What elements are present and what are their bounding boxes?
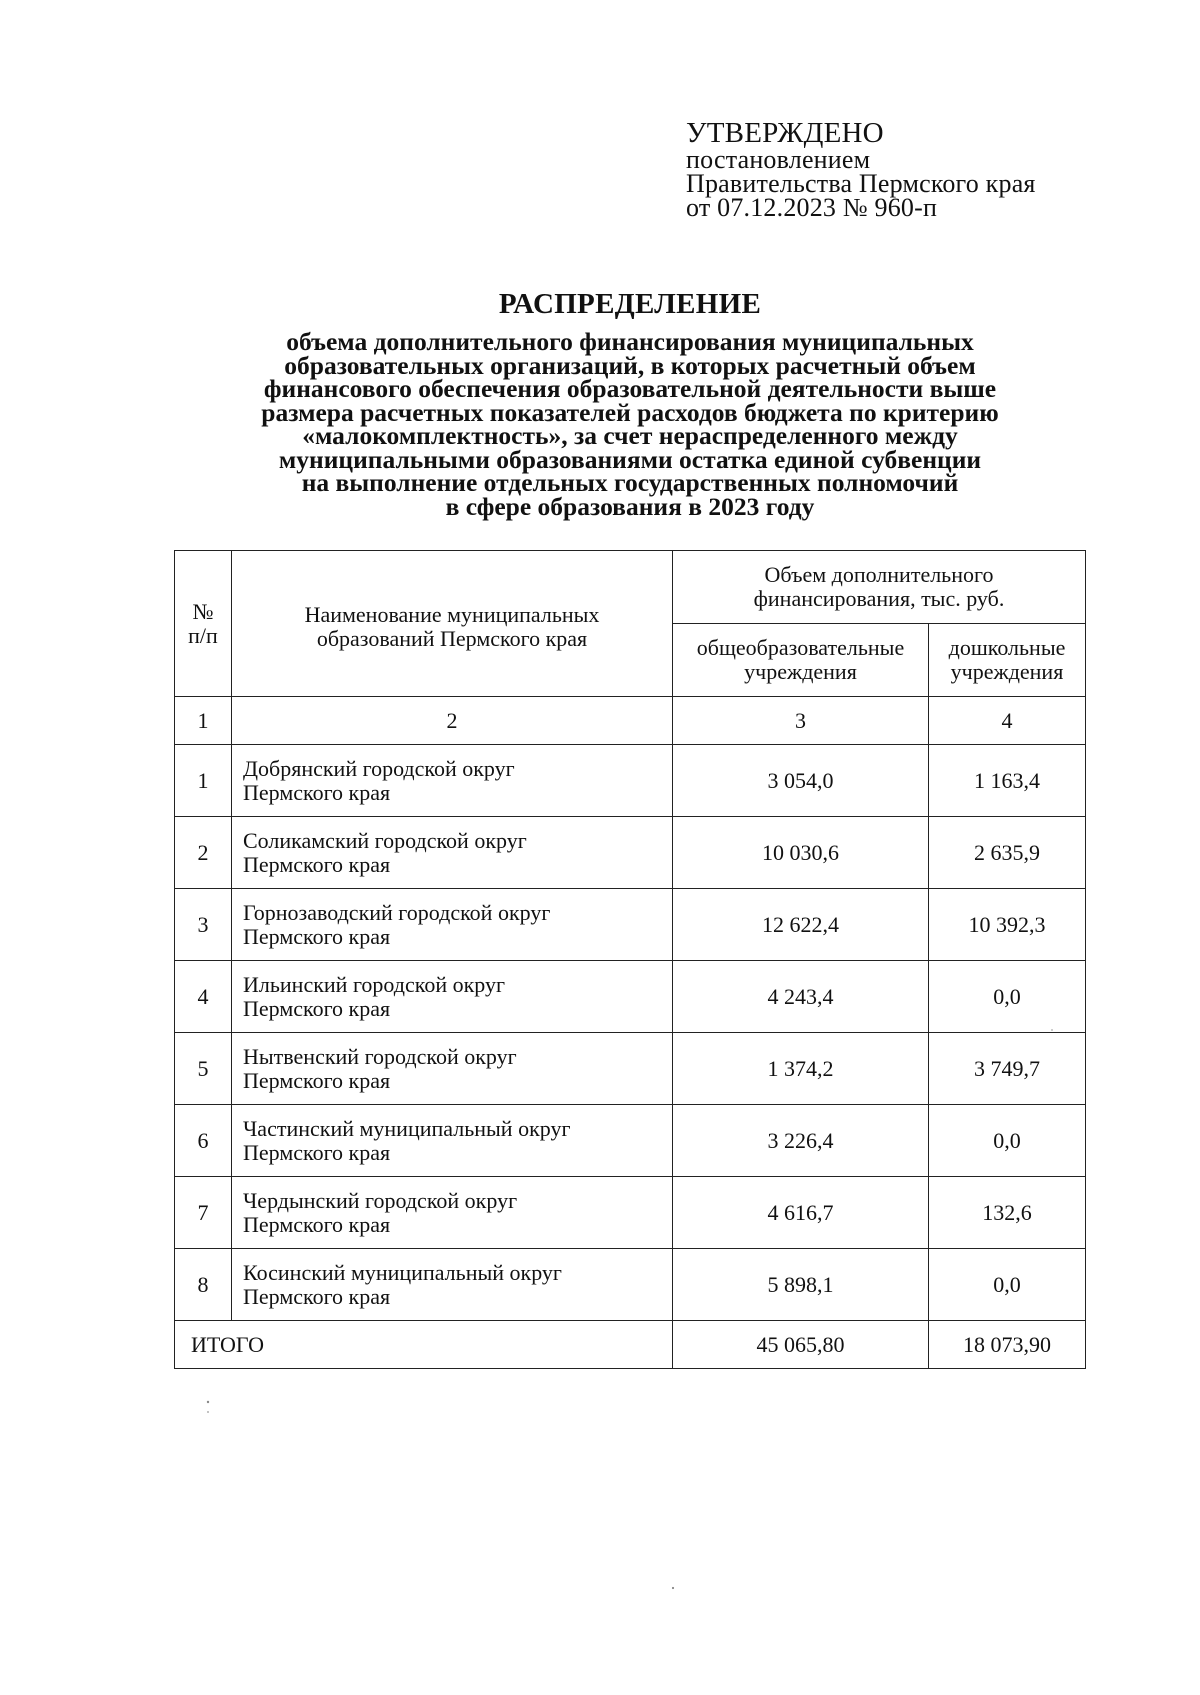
- document-subtitle: [150, 327, 1110, 521]
- subtitle-line: на выполнение отдельных государственных полномочий: [301, 468, 959, 497]
- approval-stamp: [686, 118, 1036, 220]
- general-schools-value: 1 374,2: [673, 1033, 929, 1105]
- row-number: 1: [175, 745, 232, 817]
- table-row: [175, 1033, 1086, 1105]
- municipality-name: Горнозаводский городской округ Пермского края: [232, 889, 673, 961]
- header-general-schools: общеобразовательные учреждения: [673, 624, 929, 697]
- general-schools-value: 4 616,7: [673, 1177, 929, 1249]
- preschools-value: 132,6: [929, 1177, 1086, 1249]
- table-row: [175, 817, 1086, 889]
- preschools-value: 10 392,3: [929, 889, 1086, 961]
- approval-line: от 07.12.2023 № 960-п: [686, 193, 938, 222]
- subtitle-line: образовательных организаций, в которых расчетный объем: [284, 350, 976, 380]
- preschools-value: 3 749,7: [929, 1033, 1086, 1105]
- header-number: № п/п: [175, 551, 232, 697]
- row-number: 4: [175, 961, 232, 1033]
- distribution-table: [174, 550, 1086, 1369]
- total-row: [175, 1321, 1086, 1369]
- table-row: [175, 961, 1086, 1033]
- table-row: [175, 745, 1086, 817]
- column-index: 4: [929, 697, 1086, 745]
- total-label: ИТОГО: [175, 1321, 673, 1369]
- preschools-value: 2 635,9: [929, 817, 1086, 889]
- row-number: 8: [175, 1249, 232, 1321]
- subtitle-line: объема дополнительного финансирования муниципальных: [286, 327, 974, 356]
- subtitle-line: финансового обеспечения образовательной деятельности выше: [263, 374, 997, 403]
- table-row: [175, 1249, 1086, 1321]
- preschools-value: 1 163,4: [929, 745, 1086, 817]
- general-schools-value: 10 030,6: [673, 817, 929, 889]
- column-index: 3: [673, 697, 929, 745]
- municipality-name: Чердынский городской округ Пермского края: [232, 1177, 673, 1249]
- header-municipality: Наименование муниципальных образований Пермского края: [232, 551, 673, 697]
- approval-heading: УТВЕРЖДЕНО: [686, 117, 884, 149]
- column-index: 1: [175, 697, 232, 745]
- table-row: [175, 889, 1086, 961]
- general-schools-value: 12 622,4: [673, 889, 929, 961]
- preschools-value: 0,0: [929, 1105, 1086, 1177]
- municipality-name: Добрянский городской округ Пермского края: [232, 745, 673, 817]
- general-schools-value: 3 226,4: [673, 1105, 929, 1177]
- row-number: 5: [175, 1033, 232, 1105]
- header-preschools: дошкольные учреждения: [929, 624, 1086, 697]
- municipality-name: Соликамский городской округ Пермского края: [232, 817, 673, 889]
- municipality-name: Ильинский городской округ Пермского края: [232, 961, 673, 1033]
- subtitle-line: «малокомплектность», за счет нераспределенного между: [302, 421, 958, 450]
- subtitle-line: в сфере образования в 2023 году: [445, 491, 815, 521]
- row-number: 2: [175, 817, 232, 889]
- subtitle-line: муниципальными образованиями остатка единой субвенции: [278, 444, 982, 474]
- total-general-schools: 45 065,80: [673, 1321, 929, 1369]
- approval-line: Правительства Пермского края: [686, 169, 1036, 198]
- preschools-value: 0,0: [929, 1249, 1086, 1321]
- header-funding-volume: Объем дополнительного финансирования, тыс. руб.: [673, 551, 1086, 624]
- total-preschools: 18 073,90: [929, 1321, 1086, 1369]
- municipality-name: Нытвенский городской округ Пермского края: [232, 1033, 673, 1105]
- general-schools-value: 4 243,4: [673, 961, 929, 1033]
- general-schools-value: 5 898,1: [673, 1249, 929, 1321]
- general-schools-value: 3 054,0: [673, 745, 929, 817]
- column-index-row: [175, 697, 1086, 745]
- municipality-name: Косинский муниципальный округ Пермского края: [232, 1249, 673, 1321]
- document-title: РАСПРЕДЕЛЕНИЕ: [498, 288, 762, 320]
- row-number: 7: [175, 1177, 232, 1249]
- column-index: 2: [232, 697, 673, 745]
- approval-line: постановлением: [686, 145, 871, 174]
- row-number: 6: [175, 1105, 232, 1177]
- subtitle-line: размера расчетных показателей расходов бюджета по критерию: [261, 397, 999, 427]
- table-row: [175, 1105, 1086, 1177]
- municipality-name: Частинский муниципальный округ Пермского края: [232, 1105, 673, 1177]
- preschools-value: 0,0: [929, 961, 1086, 1033]
- table-row: [175, 1177, 1086, 1249]
- row-number: 3: [175, 889, 232, 961]
